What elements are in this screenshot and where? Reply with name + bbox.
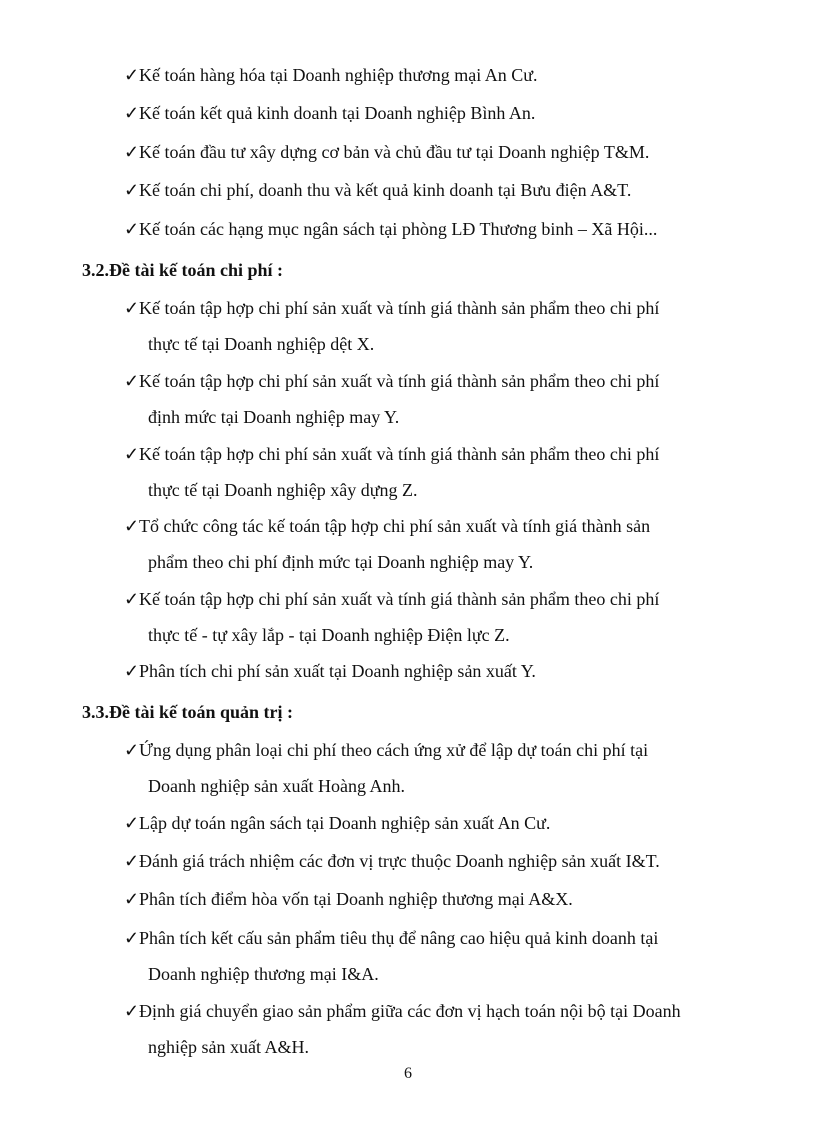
checkmark-icon: ✓: [124, 65, 140, 85]
checkmark-icon: ✓: [124, 103, 140, 123]
list-item-text: Kế toán tập hợp chi phí sản xuất và tính giá thành sản phẩm theo chi phí: [139, 444, 660, 464]
list-item: [124, 843, 719, 879]
list-item: [124, 805, 719, 841]
list-item: [124, 211, 719, 247]
checkmark-icon: ✓: [124, 1001, 140, 1021]
list-item: [124, 581, 719, 653]
checkmark-icon: ✓: [124, 142, 140, 162]
list-item-text: Kế toán kết quả kinh doanh tại Doanh nghiệp Bình An.: [139, 103, 536, 123]
list-item: [124, 993, 719, 1065]
section-heading-3-2: 3.2.Đề tài kế toán chi phí :: [82, 260, 284, 280]
list-item: [124, 363, 719, 435]
list-item-text: Kế toán đầu tư xây dựng cơ bản và chủ đầu tư tại Doanh nghiệp T&M.: [139, 142, 650, 162]
list-item: [124, 508, 719, 580]
list-item-text: Phân tích chi phí sản xuất tại Doanh nghiệp sản xuất Y.: [139, 661, 536, 681]
list-item-continuation: nghiệp sản xuất A&H.: [148, 1037, 309, 1057]
checkmark-icon: ✓: [124, 589, 140, 609]
list-item: [124, 172, 719, 208]
checkmark-icon: ✓: [124, 661, 140, 681]
checkmark-icon: ✓: [124, 889, 140, 909]
list-item: [124, 653, 719, 689]
list-item-continuation: thực tế tại Doanh nghiệp xây dựng Z.: [148, 480, 418, 500]
list-item: [124, 134, 719, 170]
list-item-text: Tổ chức công tác kế toán tập hợp chi phí sản xuất và tính giá thành sản: [139, 516, 651, 536]
list-item-text: Kế toán hàng hóa tại Doanh nghiệp thương mại An Cư.: [139, 65, 538, 85]
list-item-continuation: thực tế tại Doanh nghiệp dệt X.: [148, 334, 375, 354]
list-item-continuation: phẩm theo chi phí định mức tại Doanh nghiệp may Y.: [148, 552, 534, 572]
checkmark-icon: ✓: [124, 219, 140, 239]
list-item-text: Định giá chuyển giao sản phẩm giữa các đơn vị hạch toán nội bộ tại Doanh: [139, 1001, 681, 1021]
page-number: 6: [404, 1065, 412, 1082]
list-item: [124, 732, 719, 804]
checkmark-icon: ✓: [124, 740, 140, 760]
list-item: [124, 290, 719, 362]
list-item-text: Ứng dụng phân loại chi phí theo cách ứng xử để lập dự toán chi phí tại: [139, 740, 649, 760]
checkmark-icon: ✓: [124, 298, 140, 318]
list-item: [124, 920, 719, 992]
list-item-text: Kế toán các hạng mục ngân sách tại phòng LĐ Thương binh – Xã Hội...: [139, 219, 658, 239]
list-item-text: Kế toán chi phí, doanh thu và kết quả kinh doanh tại Bưu điện A&T.: [139, 180, 632, 200]
checkmark-icon: ✓: [124, 371, 140, 391]
checkmark-icon: ✓: [124, 813, 140, 833]
list-item-text: Đánh giá trách nhiệm các đơn vị trực thuộc Doanh nghiệp sản xuất I&T.: [139, 851, 660, 871]
checkmark-icon: ✓: [124, 516, 140, 536]
list-item-text: Lập dự toán ngân sách tại Doanh nghiệp sản xuất An Cư.: [139, 813, 551, 833]
checkmark-icon: ✓: [124, 180, 140, 200]
list-item: [124, 881, 719, 917]
list-item-text: Kế toán tập hợp chi phí sản xuất và tính giá thành sản phẩm theo chi phí: [139, 298, 660, 318]
list-item-text: Kế toán tập hợp chi phí sản xuất và tính giá thành sản phẩm theo chi phí: [139, 371, 660, 391]
list-item-text: Phân tích điểm hòa vốn tại Doanh nghiệp thương mại A&X.: [139, 889, 573, 909]
list-item-continuation: định mức tại Doanh nghiệp may Y.: [148, 407, 400, 427]
checkmark-icon: ✓: [124, 928, 140, 948]
checkmark-icon: ✓: [124, 444, 140, 464]
list-item: [124, 57, 719, 93]
list-item: [124, 436, 719, 508]
list-item-continuation: Doanh nghiệp sản xuất Hoàng Anh.: [148, 776, 405, 796]
list-item-text: Phân tích kết cấu sản phẩm tiêu thụ để nâng cao hiệu quả kinh doanh tại: [139, 928, 659, 948]
list-item-continuation: thực tế - tự xây lắp - tại Doanh nghiệp Điện lực Z.: [148, 625, 510, 645]
checkmark-icon: ✓: [124, 851, 140, 871]
section-heading-3-3: 3.3.Đề tài kế toán quản trị :: [82, 702, 293, 722]
list-item: [124, 95, 719, 131]
list-item-text: Kế toán tập hợp chi phí sản xuất và tính giá thành sản phẩm theo chi phí: [139, 589, 660, 609]
list-item-continuation: Doanh nghiệp thương mại I&A.: [148, 964, 379, 984]
